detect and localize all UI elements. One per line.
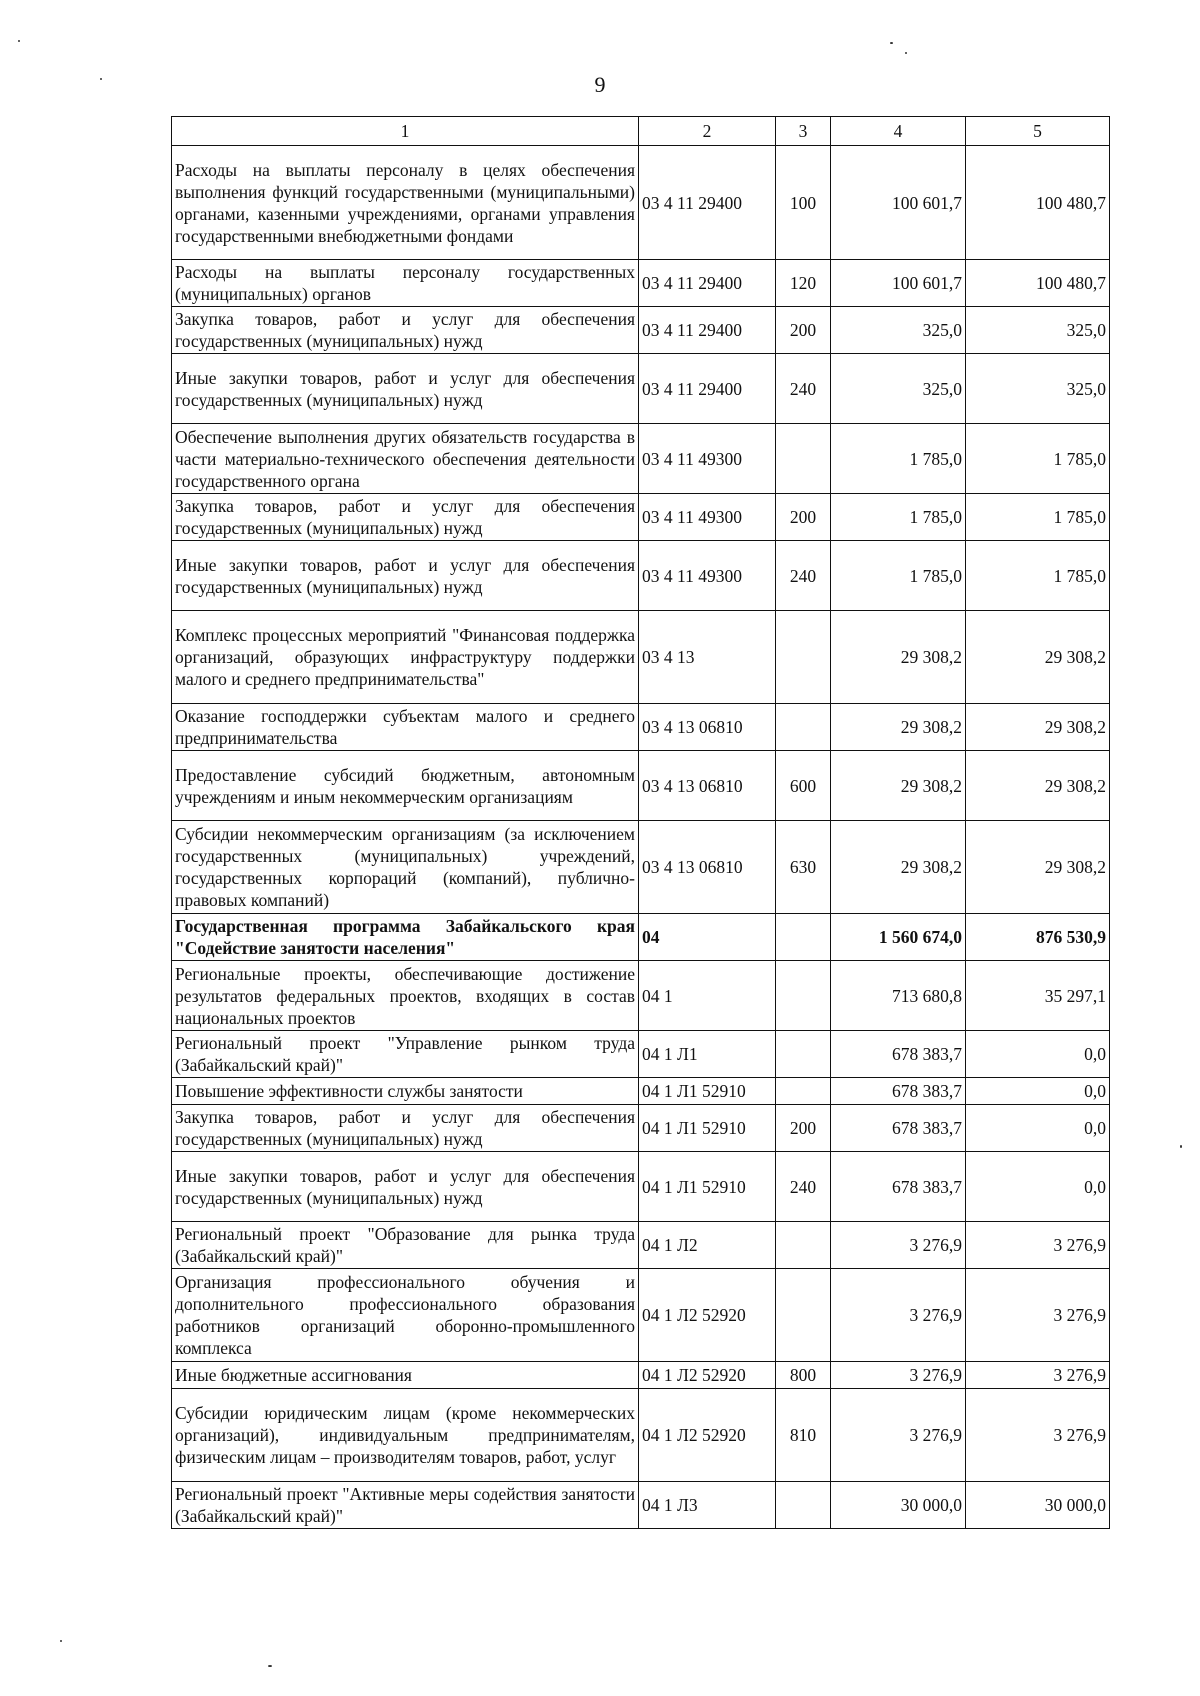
row-name: Закупка товаров, работ и услуг для обеспечения государственных (муниципальных) нужд [172, 1105, 639, 1152]
table-row [172, 424, 1110, 494]
table-row [172, 1152, 1110, 1222]
table-row [172, 751, 1110, 821]
row-value-col5: 35 297,1 [966, 961, 1110, 1031]
row-name: Региональные проекты, обеспечивающие достижение результатов федеральных проектов, входящих в состав национальных проектов [172, 961, 639, 1031]
row-value-col5: 29 308,2 [966, 821, 1110, 914]
row-value-col5: 0,0 [966, 1031, 1110, 1078]
row-value-col4: 100 601,7 [831, 146, 966, 260]
row-expense-type: 240 [776, 1152, 831, 1222]
row-name: Закупка товаров, работ и услуг для обеспечения государственных (муниципальных) нужд [172, 307, 639, 354]
row-value-col5: 29 308,2 [966, 704, 1110, 751]
row-value-col4: 1 785,0 [831, 424, 966, 494]
row-expense-type: 240 [776, 541, 831, 611]
row-value-col5: 1 785,0 [966, 424, 1110, 494]
row-expense-type [776, 1031, 831, 1078]
row-code: 03 4 11 29400 [639, 260, 776, 307]
row-name: Иные закупки товаров, работ и услуг для обеспечения государственных (муниципальных) нужд [172, 1152, 639, 1222]
row-name: Субсидии юридическим лицам (кроме некоммерческих организаций), индивидуальным предпринимателям, физическим лицам – производителям товаров, работ, услуг [172, 1389, 639, 1482]
table-row [172, 1078, 1110, 1105]
table-row [172, 494, 1110, 541]
row-expense-type [776, 611, 831, 704]
row-value-col4: 3 276,9 [831, 1362, 966, 1389]
row-code: 04 1 Л2 [639, 1222, 776, 1269]
row-name: Региональный проект "Активные меры содействия занятости (Забайкальский край)" [172, 1482, 639, 1529]
row-value-col4: 325,0 [831, 354, 966, 424]
row-expense-type: 240 [776, 354, 831, 424]
row-name: Региональный проект "Управление рынком труда (Забайкальский край)" [172, 1031, 639, 1078]
row-value-col5: 3 276,9 [966, 1362, 1110, 1389]
row-code: 04 1 Л2 52920 [639, 1389, 776, 1482]
row-value-col4: 30 000,0 [831, 1482, 966, 1529]
table-row [172, 541, 1110, 611]
row-name: Иные закупки товаров, работ и услуг для обеспечения государственных (муниципальных) нужд [172, 541, 639, 611]
column-header-1: 1 [172, 117, 639, 146]
scan-speck [905, 52, 907, 54]
row-value-col5: 1 785,0 [966, 494, 1110, 541]
row-value-col4: 29 308,2 [831, 704, 966, 751]
row-name: Иные бюджетные ассигнования [172, 1362, 639, 1389]
row-value-col4: 3 276,9 [831, 1269, 966, 1362]
row-value-col4: 678 383,7 [831, 1031, 966, 1078]
row-expense-type [776, 424, 831, 494]
row-expense-type [776, 704, 831, 751]
row-value-col4: 29 308,2 [831, 821, 966, 914]
row-value-col4: 29 308,2 [831, 751, 966, 821]
scan-speck [18, 40, 20, 42]
row-value-col5: 325,0 [966, 307, 1110, 354]
row-name: Расходы на выплаты персоналу в целях обеспечения выполнения функций государственными (муниципальными) органами, казенными учреждениями, органами управления государственными внебюджетными фондами [172, 146, 639, 260]
row-expense-type [776, 914, 831, 961]
table-row [172, 307, 1110, 354]
row-name: Расходы на выплаты персоналу государственных (муниципальных) органов [172, 260, 639, 307]
row-value-col4: 713 680,8 [831, 961, 966, 1031]
row-value-col4: 678 383,7 [831, 1152, 966, 1222]
column-header-4: 4 [831, 117, 966, 146]
row-code: 03 4 11 49300 [639, 424, 776, 494]
row-code: 03 4 11 49300 [639, 494, 776, 541]
row-value-col5: 3 276,9 [966, 1389, 1110, 1482]
table-row [172, 821, 1110, 914]
page-number: 9 [594, 72, 606, 97]
row-expense-type: 200 [776, 494, 831, 541]
row-name: Предоставление субсидий бюджетным, автономным учреждениям и иным некоммерческим организациям [172, 751, 639, 821]
row-name: Субсидии некоммерческим организациям (за исключением государственных (муниципальных) учреждений, государственных корпораций (компаний), публично-правовых компаний) [172, 821, 639, 914]
row-code: 03 4 11 29400 [639, 354, 776, 424]
table-row [172, 1389, 1110, 1482]
table-row [172, 1105, 1110, 1152]
row-code: 04 1 [639, 961, 776, 1031]
row-value-col4: 100 601,7 [831, 260, 966, 307]
table-row [172, 1482, 1110, 1529]
row-value-col5: 100 480,7 [966, 146, 1110, 260]
row-name: Иные закупки товаров, работ и услуг для обеспечения государственных (муниципальных) нужд [172, 354, 639, 424]
table-row [172, 1031, 1110, 1078]
row-name: Региональный проект "Образование для рынка труда (Забайкальский край)" [172, 1222, 639, 1269]
row-expense-type [776, 961, 831, 1031]
row-value-col5: 3 276,9 [966, 1269, 1110, 1362]
budget-table [171, 116, 1110, 1529]
row-code: 03 4 11 29400 [639, 146, 776, 260]
row-value-col4: 1 785,0 [831, 541, 966, 611]
table-row [172, 914, 1110, 961]
row-name: Оказание господдержки субъектам малого и среднего предпринимательства [172, 704, 639, 751]
row-code: 04 1 Л2 52920 [639, 1269, 776, 1362]
row-value-col5: 0,0 [966, 1078, 1110, 1105]
row-code: 03 4 11 29400 [639, 307, 776, 354]
row-expense-type: 630 [776, 821, 831, 914]
table-row [172, 354, 1110, 424]
row-expense-type: 810 [776, 1389, 831, 1482]
row-name: Повышение эффективности службы занятости [172, 1078, 639, 1105]
row-value-col4: 3 276,9 [831, 1389, 966, 1482]
row-value-col5: 0,0 [966, 1152, 1110, 1222]
table-body [172, 146, 1110, 1529]
row-value-col5: 0,0 [966, 1105, 1110, 1152]
row-value-col4: 1 560 674,0 [831, 914, 966, 961]
row-expense-type [776, 1482, 831, 1529]
table-row [172, 260, 1110, 307]
scan-speck [1180, 1145, 1182, 1148]
row-value-col4: 3 276,9 [831, 1222, 966, 1269]
table-row [172, 961, 1110, 1031]
row-code: 03 4 13 06810 [639, 751, 776, 821]
table-row [172, 611, 1110, 704]
row-expense-type: 800 [776, 1362, 831, 1389]
row-code: 04 1 Л1 52910 [639, 1078, 776, 1105]
table-row [172, 1222, 1110, 1269]
row-value-col5: 3 276,9 [966, 1222, 1110, 1269]
row-code: 04 1 Л2 52920 [639, 1362, 776, 1389]
row-value-col5: 29 308,2 [966, 611, 1110, 704]
row-name: Комплекс процессных мероприятий "Финансовая поддержка организаций, образующих инфраструктуру поддержки малого и среднего предпринимательства" [172, 611, 639, 704]
scan-speck [100, 78, 102, 80]
row-expense-type: 200 [776, 307, 831, 354]
scan-speck [60, 1640, 62, 1642]
row-expense-type: 200 [776, 1105, 831, 1152]
row-value-col5: 100 480,7 [966, 260, 1110, 307]
column-header-3: 3 [776, 117, 831, 146]
column-header-2: 2 [639, 117, 776, 146]
row-code: 04 1 Л1 52910 [639, 1152, 776, 1222]
row-code: 04 1 Л1 52910 [639, 1105, 776, 1152]
row-code: 03 4 13 06810 [639, 821, 776, 914]
row-value-col4: 325,0 [831, 307, 966, 354]
row-value-col4: 1 785,0 [831, 494, 966, 541]
row-code: 04 1 Л3 [639, 1482, 776, 1529]
row-expense-type [776, 1222, 831, 1269]
row-value-col5: 30 000,0 [966, 1482, 1110, 1529]
header-row [172, 117, 1110, 146]
row-value-col5: 29 308,2 [966, 751, 1110, 821]
row-name: Закупка товаров, работ и услуг для обеспечения государственных (муниципальных) нужд [172, 494, 639, 541]
row-value-col5: 325,0 [966, 354, 1110, 424]
row-value-col4: 678 383,7 [831, 1078, 966, 1105]
row-name: Государственная программа Забайкальского края "Содействие занятости населения" [172, 914, 639, 961]
scan-speck [890, 42, 893, 44]
row-expense-type: 120 [776, 260, 831, 307]
row-name: Обеспечение выполнения других обязательств государства в части материально-технического обеспечения деятельности государственного органа [172, 424, 639, 494]
row-value-col5: 876 530,9 [966, 914, 1110, 961]
row-expense-type [776, 1078, 831, 1105]
column-header-5: 5 [966, 117, 1110, 146]
row-code: 04 [639, 914, 776, 961]
table-row [172, 704, 1110, 751]
table-row [172, 1362, 1110, 1389]
row-value-col4: 678 383,7 [831, 1105, 966, 1152]
row-expense-type [776, 1269, 831, 1362]
table-row [172, 146, 1110, 260]
row-value-col5: 1 785,0 [966, 541, 1110, 611]
row-code: 04 1 Л1 [639, 1031, 776, 1078]
row-value-col4: 29 308,2 [831, 611, 966, 704]
row-name: Организация профессионального обучения и дополнительного профессионального образования работников организаций оборонно-промышленного комплекса [172, 1269, 639, 1362]
table-header [172, 117, 1110, 146]
row-code: 03 4 13 06810 [639, 704, 776, 751]
row-expense-type: 100 [776, 146, 831, 260]
row-code: 03 4 13 [639, 611, 776, 704]
row-expense-type: 600 [776, 751, 831, 821]
table-row [172, 1269, 1110, 1362]
row-code: 03 4 11 49300 [639, 541, 776, 611]
scan-speck [268, 1665, 272, 1667]
